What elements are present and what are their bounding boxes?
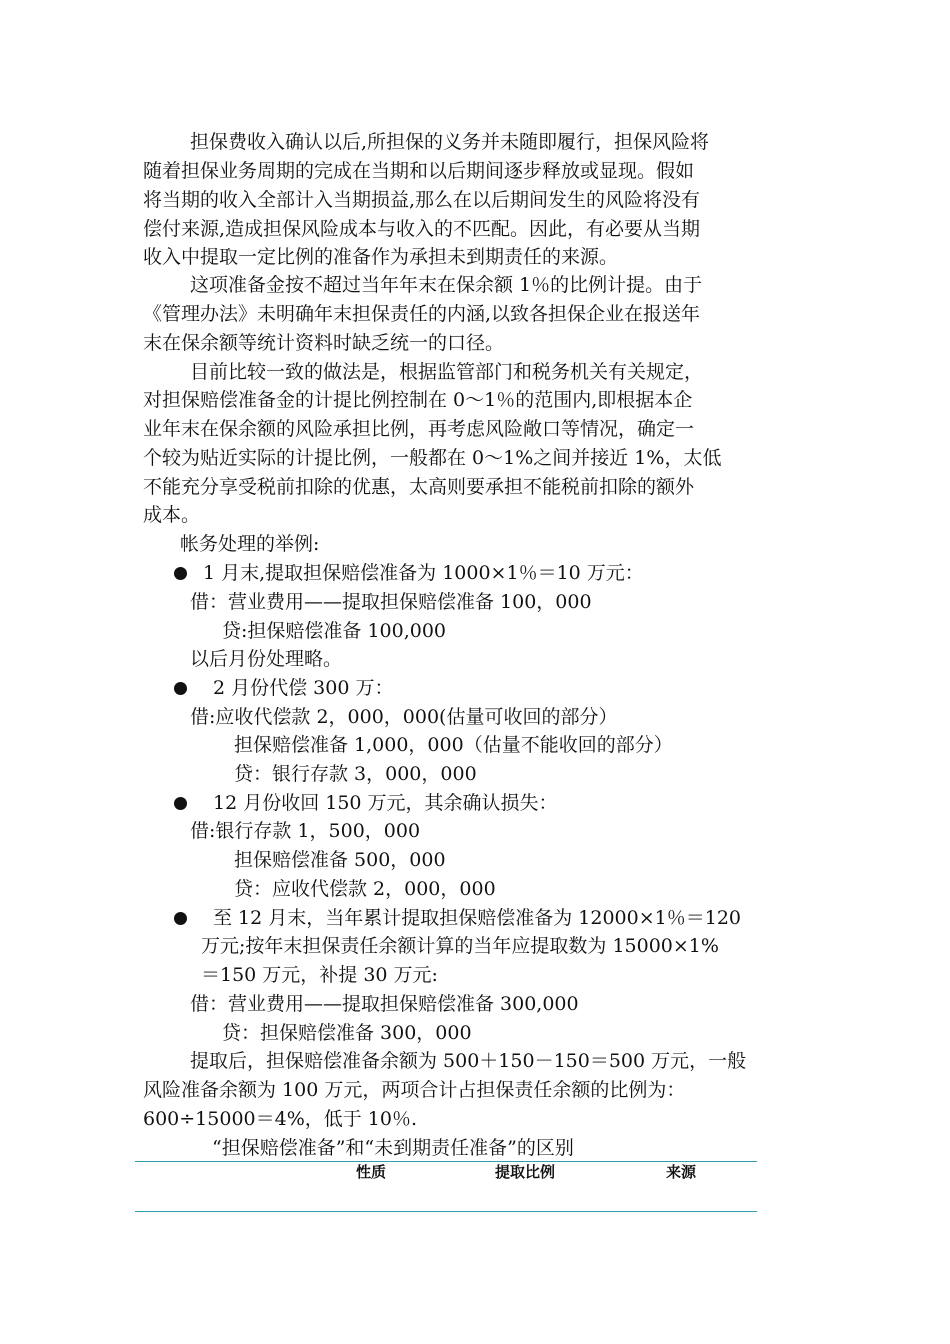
- summary-line1: 提取后，担保赔偿准备余额为 500＋150－150＝500 万元，一般: [190, 1050, 747, 1072]
- bullet-icon: [174, 912, 187, 925]
- example-title: 帐务处理的举例:: [180, 533, 320, 555]
- bullet-icon: [174, 567, 187, 580]
- table-header-source: 来源: [666, 1163, 697, 1181]
- para3-line4: 个较为贴近实际的计提比例，一般都在 0～1%之间并接近 1%，太低: [143, 447, 722, 469]
- para3-line2: 对担保赔偿准备金的计提比例控制在 0～1％的范围内,即根据本企: [143, 389, 693, 411]
- para3-line3: 业年末在保余额的风险承担比例，再考虑风险敞口等情况，确定一: [143, 418, 695, 440]
- example2-credit: 贷：银行存款 3，000，000: [234, 763, 477, 785]
- bullet-icon: [174, 797, 187, 810]
- example4-credit: 贷：担保赔偿准备 300，000: [222, 1022, 472, 1044]
- para2-line3: 末在保余额等统计资料时缺乏统一的口径。: [143, 332, 505, 354]
- example3-heading: 12 月份收回 150 万元，其余确认损失：: [213, 792, 558, 814]
- example3-debit: 借:银行存款 1，500，000: [190, 820, 421, 842]
- table-caption: “担保赔偿准备”和“未到期责任准备”的区别: [212, 1137, 574, 1159]
- example2-debit: 借:应收代偿款 2，000，000(估量可收回的部分）: [190, 706, 618, 728]
- example4-heading-line3: ＝150 万元，补提 30 万元:: [201, 964, 438, 986]
- table-top-rule: [135, 1161, 757, 1162]
- example3-debit-2: 担保赔偿准备 500，000: [234, 849, 446, 871]
- table-header-nature: 性质: [356, 1163, 387, 1181]
- example1-note: 以后月份处理略。: [190, 648, 343, 670]
- bullet-icon: [174, 682, 187, 695]
- para3-line1: 目前比较一致的做法是，根据监管部门和税务机关有关规定，: [190, 361, 704, 383]
- para3-line5: 不能充分享受税前扣除的优惠，太高则要承担不能税前扣除的额外: [143, 476, 695, 498]
- para3-line6: 成本。: [143, 504, 201, 526]
- example1-heading: 1 月末,提取担保赔偿准备为 1000×1％＝10 万元：: [203, 562, 644, 584]
- example3-credit: 贷：应收代偿款 2，000，000: [234, 878, 496, 900]
- example4-heading-line2: 万元;按年末担保责任余额计算的当年应提取数为 15000×1%: [201, 935, 719, 957]
- para1-line1: 担保费收入确认以后,所担保的义务并未随即履行，担保风险将: [190, 131, 710, 153]
- example1-credit: 贷:担保赔偿准备 100,000: [222, 620, 447, 642]
- example4-debit: 借：营业费用——提取担保赔偿准备 300,000: [190, 993, 579, 1015]
- example2-heading: 2 月份代偿 300 万：: [213, 677, 394, 699]
- summary-line3: 600÷15000＝4%，低于 10％.: [143, 1108, 418, 1130]
- para1-line2: 随着担保业务周期的完成在当期和以后期间逐步释放或显现。假如: [143, 160, 695, 182]
- table-bottom-rule: [135, 1211, 757, 1212]
- example4-heading-line1: 至 12 月末，当年累计提取担保赔偿准备为 12000×1％＝120: [213, 907, 742, 929]
- summary-line2: 风险准备余额为 100 万元，两项合计占担保责任余额的比例为：: [143, 1079, 686, 1101]
- example2-debit-2: 担保赔偿准备 1,000，000（估量不能收回的部分）: [234, 734, 673, 756]
- example1-debit: 借：营业费用——提取担保赔偿准备 100，000: [190, 591, 592, 613]
- para1-line3: 将当期的收入全部计入当期损益,那么在以后期间发生的风险将没有: [143, 189, 701, 211]
- para2-line2: 《管理办法》未明确年末担保责任的内涵,以致各担保企业在报送年: [143, 303, 701, 325]
- para1-line4: 偿付来源,造成担保风险成本与收入的不匹配。因此，有必要从当期: [143, 218, 701, 240]
- para2-line1: 这项准备金按不超过当年年末在保余额 1％的比例计提。由于: [190, 274, 703, 296]
- para1-line5: 收入中提取一定比例的准备作为承担未到期责任的来源。: [143, 246, 619, 268]
- table-header-ratio: 提取比例: [495, 1163, 556, 1181]
